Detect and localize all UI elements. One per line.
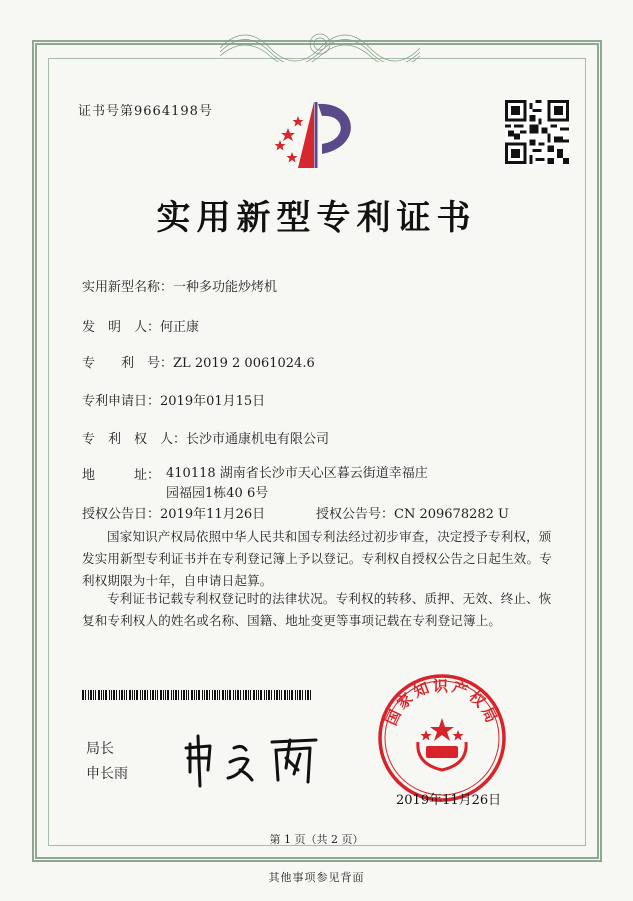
barcode-bar [281, 690, 282, 700]
barcode-bar [268, 690, 270, 700]
barcode-bar [219, 690, 220, 700]
barcode-bar [167, 690, 169, 700]
barcode-bar [129, 690, 131, 700]
field-grant-number [316, 503, 509, 522]
barcode-bar [305, 690, 306, 700]
field-value: 2019年11月26日 [160, 507, 266, 522]
barcode-bar [183, 690, 185, 700]
barcode-bar [302, 690, 303, 700]
barcode-bar [284, 690, 286, 700]
certificate-title: 实用新型专利证书 [156, 198, 477, 238]
barcode-bar [299, 690, 301, 700]
body-paragraph-2: 专利证书记载专利权登记时的法律状况。专利权的转移、质押、无效、终止、恢复和专利权人的姓名或名称、国籍、地址变更等事项记载在专利登记簿上。 [82, 591, 552, 628]
barcode-bar [198, 690, 200, 700]
barcode-bar [111, 690, 112, 700]
barcode-bar [217, 690, 218, 700]
field-label: 实用新型名称： [82, 280, 174, 295]
barcode-bar [243, 690, 244, 700]
barcode-bar [175, 690, 177, 700]
barcode-bar [240, 690, 241, 700]
barcode-bar [202, 690, 203, 700]
field-address-value: 410118 湖南省长沙市天心区暮云街道幸福庄园福园1栋40 6号 [166, 466, 428, 501]
barcode-bar [196, 690, 197, 700]
seal-text: 国家知识产权局 [382, 676, 502, 729]
barcode-bar [116, 690, 117, 700]
field-utility-model-name [82, 276, 277, 295]
field-application-date [82, 390, 265, 409]
barcode-bar [276, 690, 278, 700]
barcode-bar [163, 690, 164, 700]
barcode-bar [165, 690, 166, 700]
barcode-bar [85, 690, 86, 700]
barcode-bar [95, 690, 96, 700]
barcode-bar [124, 690, 125, 700]
barcode-bar [119, 690, 120, 700]
barcode-bar [209, 690, 210, 700]
barcode-bar [160, 690, 162, 700]
field-value: 2019年01月15日 [160, 394, 266, 409]
barcode-bar [103, 690, 104, 700]
barcode-bar [225, 690, 226, 700]
barcode-bar [82, 690, 84, 700]
director-name: 申长雨 [86, 766, 128, 782]
barcode-bar [194, 690, 195, 700]
field-label: 专利申请日： [82, 394, 161, 409]
barcode-bar [142, 690, 143, 700]
field-value: 何正康 [160, 320, 200, 335]
barcode-bar [295, 690, 296, 700]
field-value: 长沙市通康机电有限公司 [186, 432, 330, 447]
barcode-bar [88, 690, 89, 700]
field-label: 授权公告日： [82, 507, 161, 522]
barcode-bar [253, 690, 255, 700]
barcode-bar [266, 690, 267, 700]
field-grant-date [82, 503, 265, 522]
barcode-bar [157, 690, 158, 700]
barcode-bar [136, 690, 138, 700]
barcode-bar [212, 690, 213, 700]
barcode-bar [155, 690, 156, 700]
barcode-bar [256, 690, 257, 700]
barcode-bar [291, 690, 293, 700]
qr-code [505, 100, 569, 164]
field-label: 专 利 号： [82, 356, 174, 371]
handwritten-signature [182, 730, 322, 788]
barcode-bar [287, 690, 288, 700]
decorative-guilloche-ornament [220, 22, 420, 62]
certificate-number: 证书号第9664198号 [78, 104, 213, 119]
director-title: 局长 [86, 741, 114, 757]
barcode-bar [98, 690, 100, 700]
barcode-bar [235, 690, 236, 700]
barcode-bar [204, 690, 205, 700]
barcode-bar [245, 690, 247, 700]
barcode-bar [105, 690, 107, 700]
barcode-bar [178, 690, 179, 700]
field-patentee [82, 428, 329, 447]
barcode-bar [144, 690, 146, 700]
barcode-bar [260, 690, 262, 700]
barcode-bar [289, 690, 290, 700]
page-number: 第 1 页（共 2 页） [269, 833, 364, 846]
barcode-bar [90, 690, 92, 700]
barcode-bar [134, 690, 135, 700]
barcode-bar [121, 690, 123, 700]
barcode-bar [113, 690, 115, 700]
barcode-bar [310, 690, 311, 700]
barcode-bar [140, 690, 141, 700]
barcode-bar [132, 690, 133, 700]
barcode-bar [250, 690, 251, 700]
barcode-bar [229, 690, 231, 700]
barcode-bar [237, 690, 239, 700]
barcode-bar [222, 690, 224, 700]
field-value: ZL 2019 2 0061024.6 [173, 356, 315, 371]
barcode-bar [233, 690, 234, 700]
body-paragraph-1: 国家知识产权局依照中华人民共和国专利法经过初步审查，决定授予专利权，颁发实用新型专利证书并在专利登记簿上予以登记。专利权自授权公告之日起生效。专利权期限为十年，自申请日起算。 [82, 529, 552, 588]
field-value: 一种多功能炒烤机 [173, 280, 278, 295]
field-label: 发 明 人： [82, 320, 161, 335]
field-inventor [82, 316, 199, 335]
field-address-label [82, 464, 160, 483]
barcode-bar [279, 690, 280, 700]
field-label: 授权公告号： [316, 507, 395, 522]
seal-date: 2019年11月26日 [396, 793, 502, 808]
barcode-bar [297, 690, 298, 700]
field-patent-number [82, 352, 315, 371]
barcode-bar [271, 690, 272, 700]
barcode-bar [173, 690, 174, 700]
barcode-bar [206, 690, 208, 700]
barcode-bar [109, 690, 110, 700]
barcode-bar [171, 690, 172, 700]
field-label: 地 址： [82, 468, 161, 483]
barcode-bar [258, 690, 259, 700]
barcode-bar [264, 690, 265, 700]
barcode-bar [93, 690, 94, 700]
field-value: CN 209678282 U [394, 507, 509, 522]
barcode-bar [188, 690, 189, 700]
official-seal-stamp [376, 672, 508, 804]
barcode-bar [191, 690, 193, 700]
barcode-bar [307, 690, 309, 700]
barcode-bar [227, 690, 228, 700]
barcode-bar [152, 690, 154, 700]
barcode-bar [186, 690, 187, 700]
barcode [82, 690, 314, 700]
barcode-bar [274, 690, 275, 700]
cnipa-logo-icon [268, 98, 368, 170]
field-label: 专 利 权 人： [82, 432, 187, 447]
barcode-bar [150, 690, 151, 700]
barcode-bar [126, 690, 127, 700]
back-side-note: 其他事项参见背面 [268, 871, 365, 884]
barcode-bar [181, 690, 182, 700]
barcode-bar [214, 690, 216, 700]
barcode-bar [147, 690, 148, 700]
barcode-bar [101, 690, 102, 700]
barcode-bar [248, 690, 249, 700]
